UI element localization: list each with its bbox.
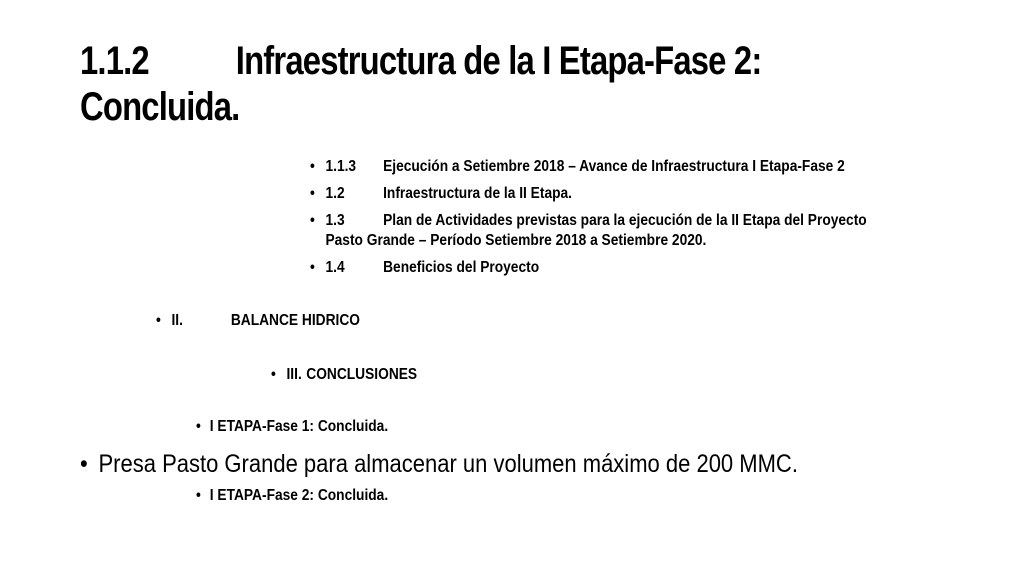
bullet-dot: • xyxy=(271,366,276,383)
bullet-dot: • xyxy=(310,259,315,276)
bullet-dot: • xyxy=(310,185,315,202)
item-label: Presa Pasto Grande para almacenar un volumen máximo de 200 MMC. xyxy=(98,450,798,478)
item-number: 1.1.3 xyxy=(325,158,357,175)
item-label: Plan de Actividades previstas para la ejecución de la II Etapa del Proyecto xyxy=(383,212,867,229)
item-label: Beneficios del Proyecto xyxy=(383,259,540,276)
bullet-dot: • xyxy=(80,450,88,478)
title-number: 1.1.2 xyxy=(80,39,149,83)
bullet-dot: • xyxy=(310,212,315,229)
item-label: Infraestructura de la II Etapa. xyxy=(383,185,572,202)
bullet-dot: • xyxy=(196,418,201,435)
bullet-dot: • xyxy=(196,487,201,504)
bullet-dot: • xyxy=(310,158,315,175)
item-label: I ETAPA-Fase 2: Concluida. xyxy=(209,487,389,504)
item-number: 1.2 xyxy=(325,185,345,202)
bullet-dot: • xyxy=(156,312,161,329)
title-line-2: Concluida. xyxy=(80,85,240,129)
item-label: CONCLUSIONES xyxy=(306,366,418,383)
item-number: 1.3 xyxy=(325,212,345,229)
item-label: BALANCE HIDRICO xyxy=(230,312,361,329)
title-line-1 xyxy=(80,38,818,84)
item-number: 1.4 xyxy=(325,259,345,276)
item-label: I ETAPA-Fase 1: Concluida. xyxy=(209,418,389,435)
item-number: III. xyxy=(286,366,302,383)
title-text: Infraestructura de la I Etapa-Fase 2: xyxy=(235,39,762,83)
item-number: II. xyxy=(171,312,183,329)
item-label: Ejecución a Setiembre 2018 – Avance de Infraestructura I Etapa-Fase 2 xyxy=(383,158,845,175)
slide-title xyxy=(80,38,818,130)
item-label-continued: Pasto Grande – Período Setiembre 2018 a Setiembre 2020. xyxy=(325,232,707,249)
